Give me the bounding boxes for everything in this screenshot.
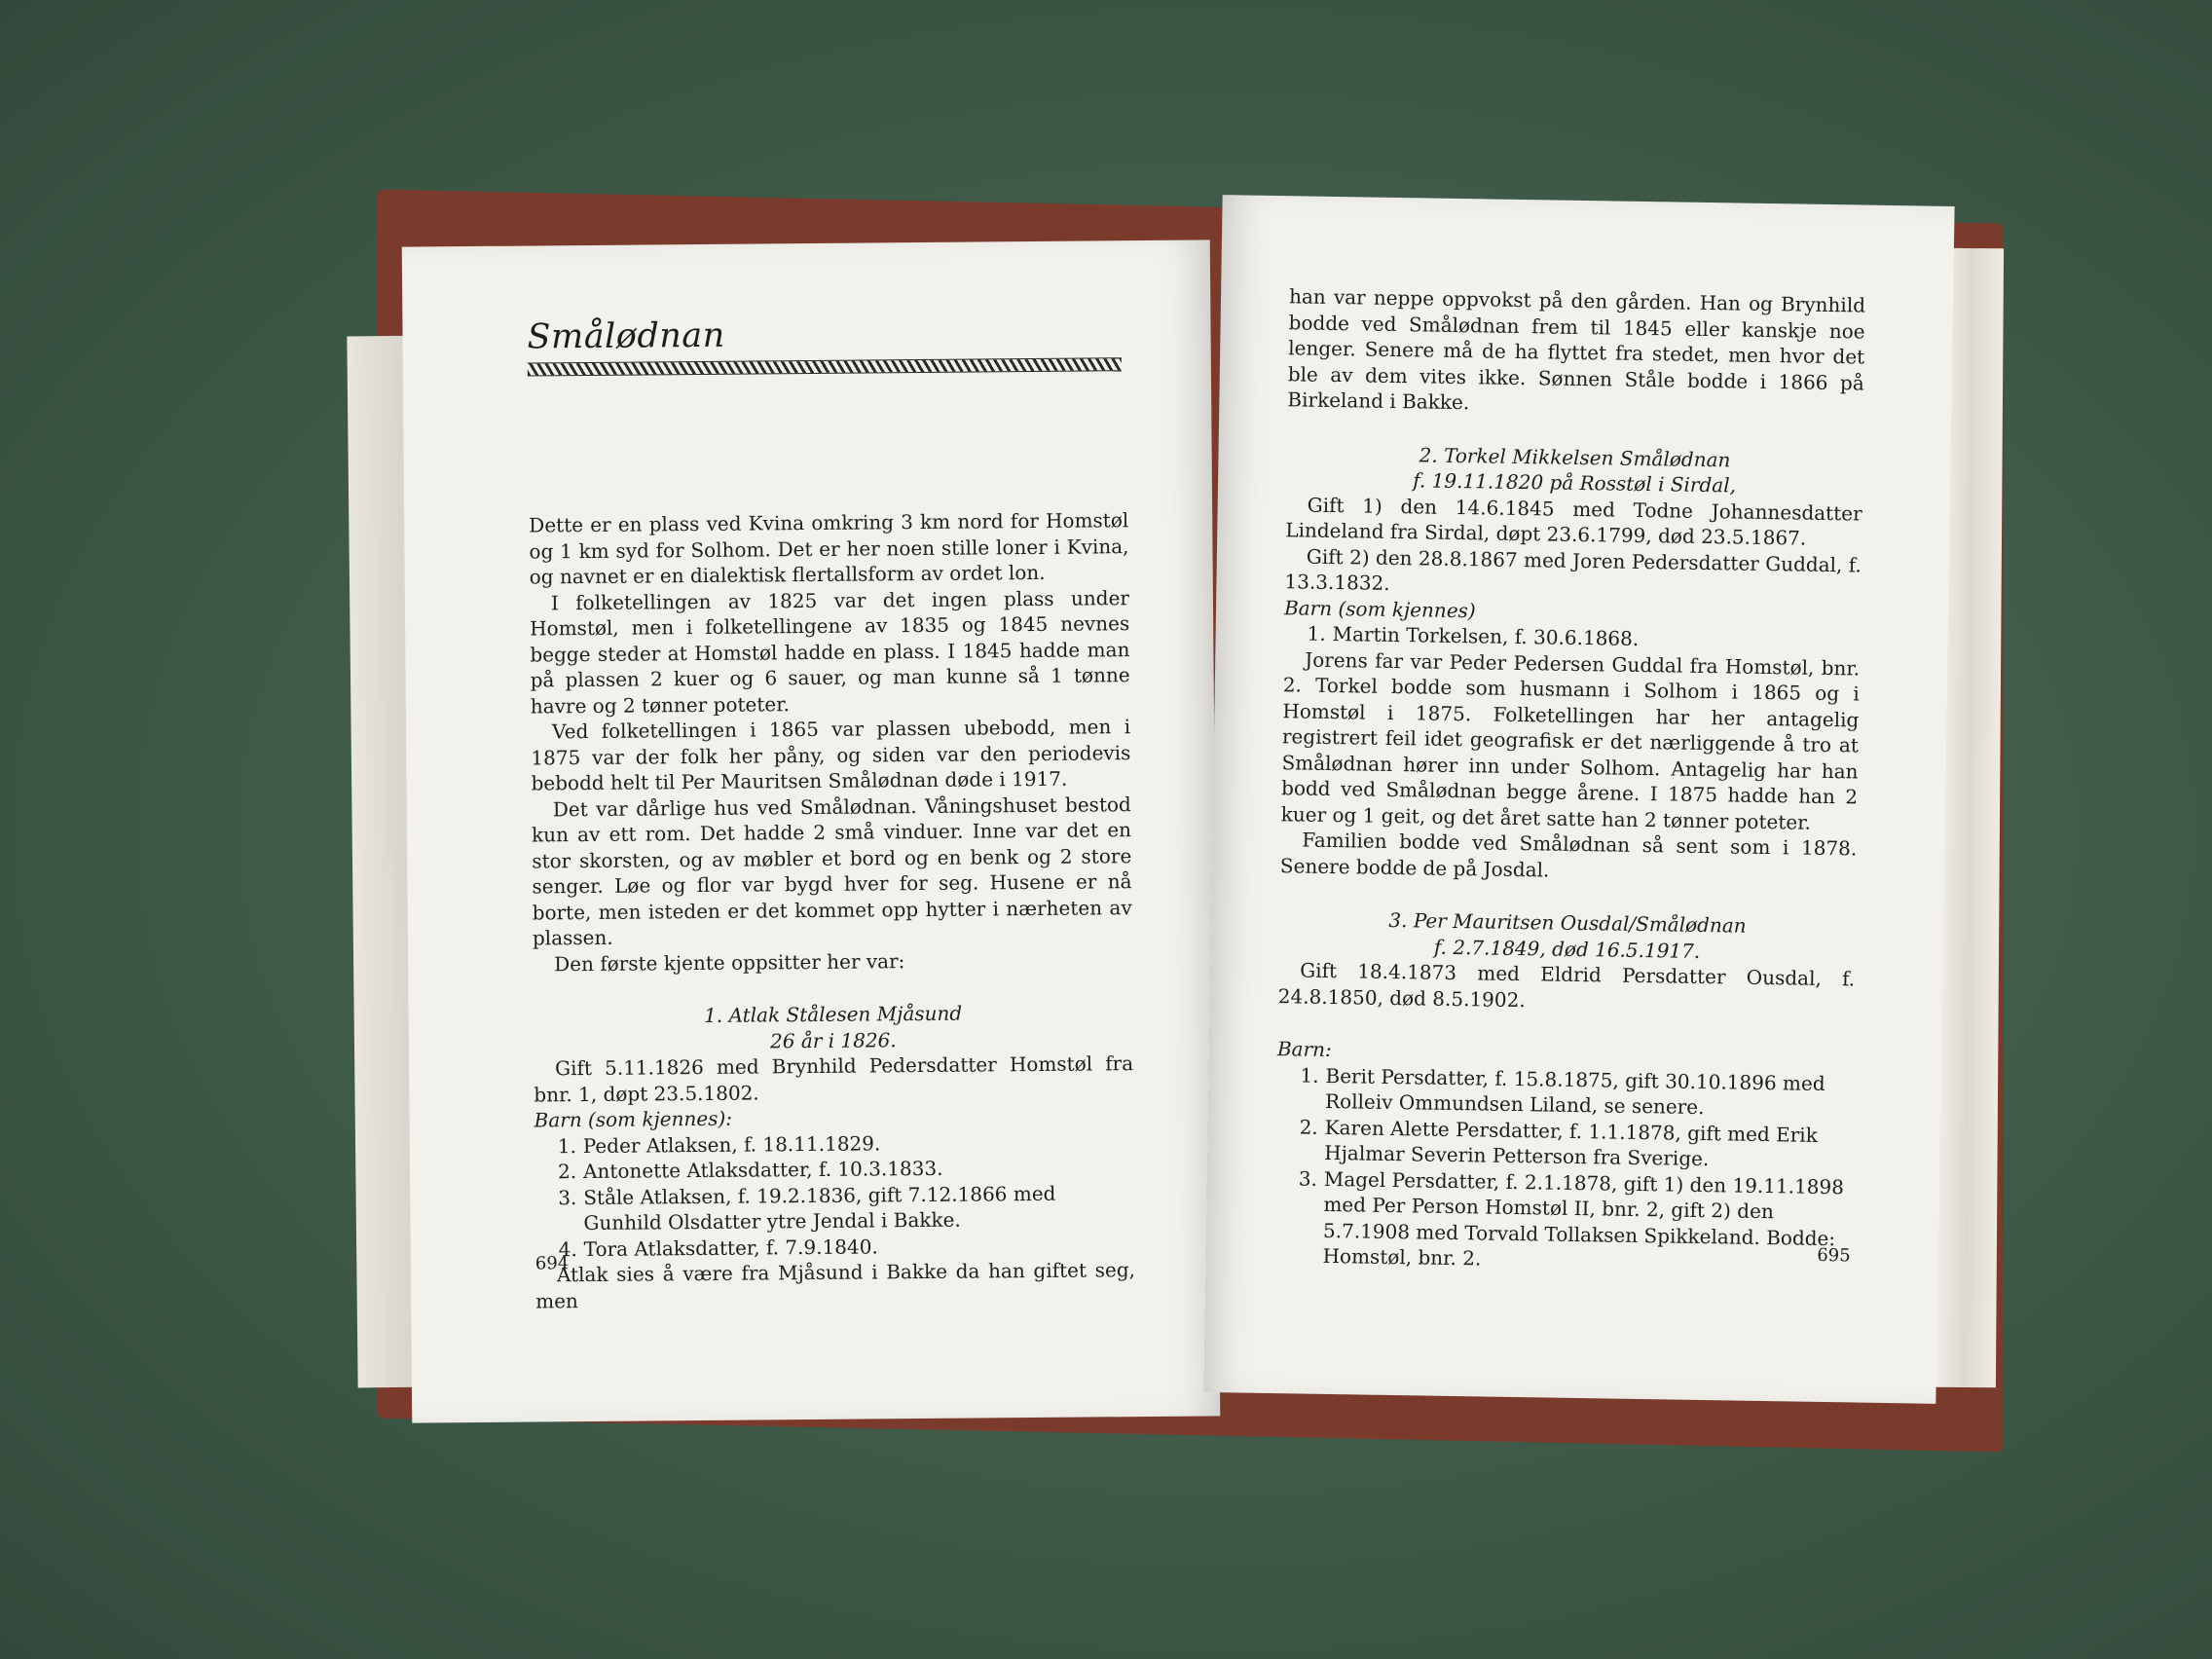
paragraph: Atlak sies å være fra Mjåsund i Bakke da han giftet seg, men — [535, 1258, 1136, 1312]
list-item: 4. Tora Atlaksdatter, f. 7.9.1840. — [558, 1234, 878, 1261]
list-item: 1. Martin Torkelsen, f. 30.6.1868. — [1307, 621, 1640, 650]
children-label: Barn (som kjennes): — [534, 1106, 733, 1132]
marriage-text: Gift 18.4.1873 med Eldrid Persdatter Ousdal, f. 24.8.1850, død 8.5.1902. — [1277, 958, 1856, 1012]
entry-heading: 2. Torkel Mikkelsen Smålødnan — [1419, 442, 1731, 471]
entry-subheading: f. 2.7.1849, død 16.5.1917. — [1433, 935, 1701, 963]
page-number: 695 — [1817, 1244, 1851, 1267]
paragraph: Ved folketellingen i 1865 var plassen ubebodd, men i 1875 var der folk her påny, og siden var den periodevis bebodd helt til Per Mauritsen Smålødnan døde i 1917. — [531, 715, 1131, 795]
paragraph: han var neppe oppvokst på den gården. Han og Brynhild bodde ved Smålødnan frem til 1845 eller kanskje noe lenger. Senere må de ha flyttet fra stedet, men hvor det ble av dem vites ikke. Sønnen Ståle bodde i 1866 på Birkeland i Bakke. — [1287, 284, 1866, 415]
marriage-text: Gift 2) den 28.8.1867 med Joren Pedersdatter Guddal, f. 13.3.1832. — [1284, 544, 1862, 595]
entry-subheading: f. 19.11.1820 på Rosstøl i Sirdal, — [1413, 468, 1737, 498]
entry-subheading: 26 år i 1826. — [769, 1027, 897, 1052]
paragraph: Dette er en plass ved Kvina omkring 3 km nord for Homstøl og 1 km syd for Solhom. Det er her noen stille loner i Kvina, og navnet er en dialektisk flertallsform av ordet lon. — [529, 508, 1129, 589]
paragraph: I folketellingen av 1825 var det ingen plass under Homstøl, men i folketellingene av 1835 og 1845 nevnes begge steder at Homstøl hadde en plass. I 1845 hadde man på plassen 2 kuer og 6 sauer, og man kunne så 1 tønne havre og 2 tønner poteter. — [530, 585, 1130, 719]
right-page — [1203, 195, 1954, 1404]
marriage-text: Gift 5.11.1826 med Brynhild Pedersdatter Homstøl fra bnr. 1, døpt 23.5.1802. — [534, 1051, 1134, 1106]
list-item: 3. Ståle Atlaksen, f. 19.2.1836, gift 7.12.1866 med Gunhild Olsdatter ytre Jendal i Bakke. — [558, 1181, 1056, 1235]
paragraph: Familien bodde ved Smålødnan så sent som i 1878. Senere bodde de på Josdal. — [1279, 828, 1858, 882]
left-page — [402, 240, 1221, 1422]
children-list — [535, 1128, 1135, 1263]
entry-heading: 1. Atlak Stålesen Mjåsund — [704, 1001, 963, 1027]
paragraph: Jorens far var Peder Pedersen Guddal fra Homstøl, bnr. 2. Torkel bodde som husmann i Solhom i 1865 og i Homstøl i 1875. Folketellingen har her antagelig registrert feil idet geografisk er det nærliggende å tro at Smålødnan hører inn under Solhom. Antagelig har han bodd ved Smålødnan begge årene. I 1875 hadde han 2 kuer og 1 geit, og det året satte han 2 tønner poteter. — [1280, 647, 1861, 834]
marriage-text: Gift 1) den 14.6.1845 med Todne Johannesdatter Lindeland fra Sirdal, døpt 23.6.1799, død 23.5.1867. — [1285, 493, 1862, 550]
list-item: 2. Karen Alette Persdatter, f. 1.1.1878, gift med Erik Hjalmar Severin Petterson fra Sverige. — [1299, 1115, 1819, 1171]
paragraph: Det var dårlige hus ved Smålødnan. Våningshuset bestod kun av ett rom. Det hadde 2 små vinduer. Inne var det en stor skorsten, og av møbler et bord og en benk og 2 store senger. Løe og flor var bygd hver for seg. Husene er nå borte, men isteden er det kommet opp hytter i nærheten av plassen. — [531, 792, 1132, 950]
list-item: 1. Berit Persdatter, f. 15.8.1875, gift 30.10.1896 med Rolleiv Ommundsen Liland, se senere. — [1300, 1063, 1825, 1120]
page-number: 694 — [535, 1253, 570, 1274]
list-item: 1. Peder Atlaksen, f. 18.11.1829. — [557, 1130, 881, 1158]
entry-heading: 3. Per Mauritsen Ousdal/Smålødnan — [1388, 907, 1747, 938]
children-list — [1273, 1062, 1853, 1277]
list-item: 3. Magel Persdatter, f. 2.1.1878, gift 1) den 19.11.1898 med Per Person Homstøl II, bnr. 2, gift 2) den 5.7.1908 med Torvald Tollaksen Spikkeland. Bodde: Homstøl, bnr. 2. — [1298, 1166, 1845, 1271]
title-rope-divider — [528, 357, 1122, 376]
children-label: Barn: — [1276, 1037, 1332, 1062]
paragraph: Den første kjente oppsitter her var: — [554, 948, 905, 976]
list-item: 2. Antonette Atlaksdatter, f. 10.3.1833. — [557, 1156, 943, 1184]
children-label: Barn (som kjennes) — [1283, 595, 1476, 622]
chapter-title: Smålødnan — [527, 315, 725, 357]
